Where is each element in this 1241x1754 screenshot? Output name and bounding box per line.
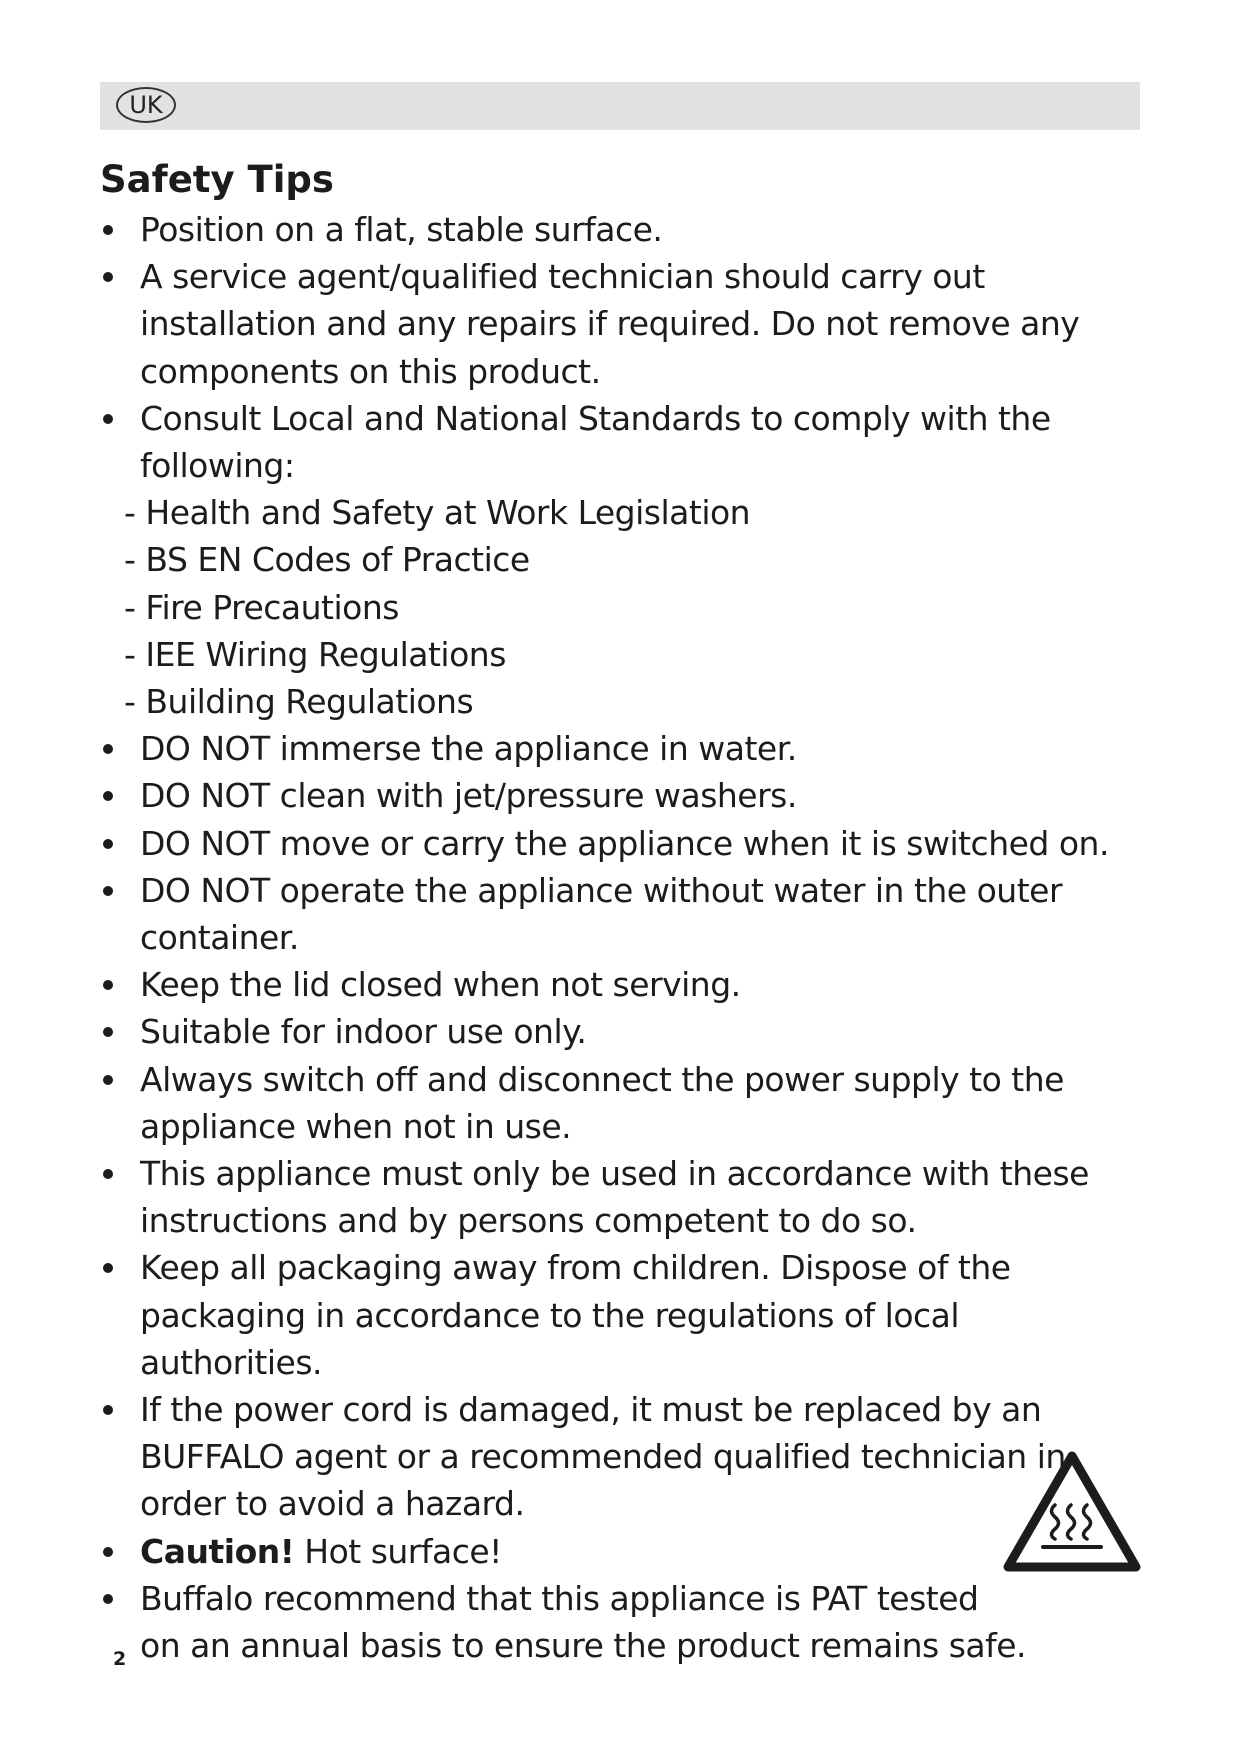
list-item: This appliance must only be used in accordance with these instructions and by persons competent to do so. [100,1150,1150,1244]
list-item: Keep the lid closed when not serving. [100,961,1150,1008]
list-item: Consult Local and National Standards to comply with the following: [100,395,1150,489]
list-item: Always switch off and disconnect the power supply to the appliance when not in use. [100,1056,1150,1150]
pat-item [100,1575,1150,1669]
page-number: 2 [113,1648,127,1670]
list-item: DO NOT operate the appliance without water in the outer container. [100,867,1150,961]
list-item: A service agent/qualified technician should carry out installation and any repairs if required. Do not remove any components on this product. [100,253,1150,395]
page-title: Safety Tips [100,158,334,201]
list-item: DO NOT clean with jet/pressure washers. [100,772,1150,819]
caution-label: Caution! [140,1531,295,1571]
language-badge: UK [116,87,176,123]
sub-list-item: - Fire Precautions [124,587,399,627]
list-item: If the power cord is damaged, it must be replaced by an BUFFALO agent or a recommended qualified technician in order to avoid a hazard. [100,1386,1150,1528]
safety-tips-list [100,206,1150,1669]
list-item: DO NOT move or carry the appliance when it is switched on. [100,820,1150,867]
sub-list-item: - BS EN Codes of Practice [124,540,530,580]
sub-list-item: - Health and Safety at Work Legislation [124,493,751,533]
list-item: Keep all packaging away from children. Dispose of the packaging in accordance to the regulations of local authorities. [100,1244,1150,1386]
list-item: Suitable for indoor use only. [100,1008,1150,1055]
language-bar [100,82,1140,130]
hot-surface-warning-icon [1003,1451,1141,1573]
caution-item [100,1528,1150,1575]
list-item: DO NOT immerse the appliance in water. [100,725,1150,772]
pat-line-1: Buffalo recommend that this appliance is PAT tested [140,1578,979,1618]
pat-line-2: on an annual basis to ensure the product remains safe. [140,1626,1027,1666]
sub-list-item: - Building Regulations [124,682,474,722]
list-item: Position on a flat, stable surface. [100,206,1150,253]
sub-list-item: - IEE Wiring Regulations [124,634,506,674]
caution-text: Hot surface! [294,1531,502,1571]
